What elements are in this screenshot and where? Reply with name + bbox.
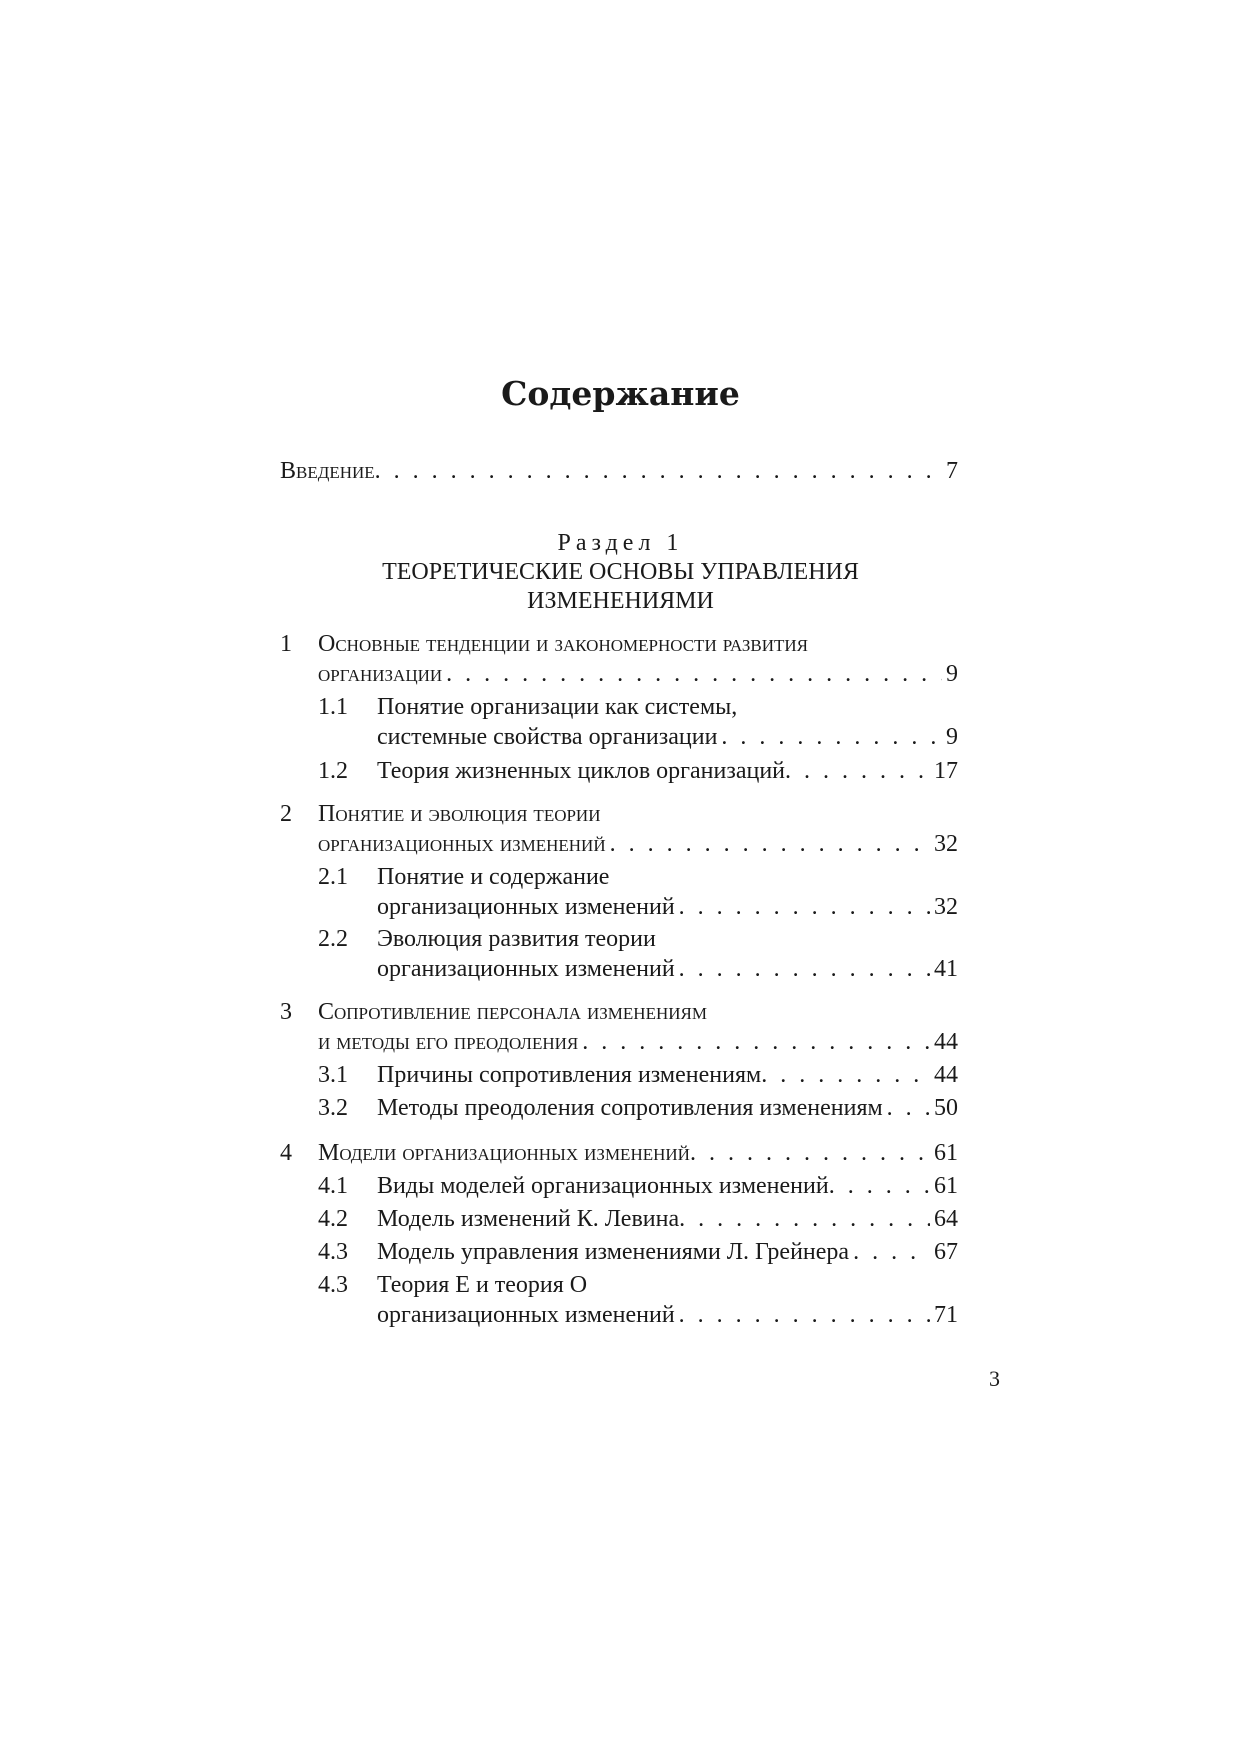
- toc-page-number: 7: [946, 458, 958, 484]
- subsection-title-line: Методы преодоления сопротивления изменениям: [377, 1095, 883, 1121]
- subsection-number: 4.2: [318, 1206, 348, 1232]
- subsection-title-line: Модель изменений К. Левина: [377, 1206, 680, 1232]
- page-number: 3: [989, 1366, 1000, 1391]
- dot-leader: [761, 1060, 930, 1090]
- toc-page-number: 17: [934, 758, 958, 784]
- toc-page-number: 71: [934, 1302, 958, 1328]
- toc-entry-3-2[interactable]: [377, 1093, 958, 1123]
- dot-leader: [887, 1093, 930, 1123]
- dot-leader: [853, 1237, 930, 1267]
- subsection-number: 4.3: [318, 1272, 348, 1298]
- toc-page-number: 67: [934, 1239, 958, 1265]
- chapter-title-line: и методы его преодоления: [318, 1029, 579, 1055]
- toc-page-number: 32: [934, 894, 958, 920]
- subsection-title-line: системные свойства организации: [377, 724, 718, 750]
- dot-leader: [679, 1204, 930, 1234]
- dot-leader: [785, 756, 930, 786]
- chapter-number: 4: [280, 1140, 292, 1166]
- chapter-number: 2: [280, 801, 292, 827]
- dot-leader: [446, 659, 942, 689]
- section-label: Раздел 1: [557, 530, 684, 556]
- toc-page-number: 64: [934, 1206, 958, 1232]
- toc-page-number: 44: [934, 1062, 958, 1088]
- toc-entry-2-2[interactable]: [377, 954, 958, 984]
- subsection-number: 4.3: [318, 1239, 348, 1265]
- subsection-number: 1.2: [318, 758, 348, 784]
- dot-leader: [721, 722, 942, 752]
- chapter-title-line: Сопротивление персонала изменениям: [318, 999, 707, 1025]
- subsection-number: 2.2: [318, 926, 348, 952]
- subsection-title-line: организационных изменений: [377, 956, 675, 982]
- toc-entry-chapter-3[interactable]: [318, 1027, 958, 1057]
- dot-leader: [679, 892, 930, 922]
- subsection-title-line: Причины сопротивления изменениям: [377, 1062, 762, 1088]
- subsection-title-line: Понятие организации как системы,: [377, 694, 738, 720]
- toc-page-number: 44: [934, 1029, 958, 1055]
- subsection-number: 4.1: [318, 1173, 348, 1199]
- subsection-title-line: организационных изменений: [377, 1302, 675, 1328]
- chapter-title-line: Понятие и эволюция теории: [318, 801, 601, 827]
- page-title: Содержание: [501, 374, 740, 413]
- dot-leader: [690, 1138, 930, 1168]
- dot-leader: [610, 829, 930, 859]
- subsection-number: 2.1: [318, 864, 348, 890]
- toc-entry-4-3[interactable]: [377, 1237, 958, 1267]
- toc-entry-2-1[interactable]: [377, 892, 958, 922]
- toc-entry-chapter-1[interactable]: [318, 659, 958, 689]
- subsection-number: 1.1: [318, 694, 348, 720]
- dot-leader: [829, 1171, 930, 1201]
- toc-page-number: 61: [934, 1173, 958, 1199]
- subsection-title-line: Модель управления изменениями Л. Грейнера: [377, 1239, 850, 1265]
- subsection-number: 3.1: [318, 1062, 348, 1088]
- toc-page-number: 50: [934, 1095, 958, 1121]
- subsection-title-line: Эволюция развития теории: [377, 926, 656, 952]
- chapter-title-line: Основные тенденции и закономерности развития: [318, 631, 808, 657]
- dot-leader: [582, 1027, 930, 1057]
- toc-entry-3-1[interactable]: [377, 1060, 958, 1090]
- chapter-number: 1: [280, 631, 292, 657]
- toc-page-number: 9: [946, 724, 958, 750]
- toc-entry-4-3-theory[interactable]: [377, 1300, 958, 1330]
- toc-entry-4-1[interactable]: [377, 1171, 958, 1201]
- subsection-title-line: Теория Е и теория О: [377, 1272, 588, 1298]
- toc-page-number: 9: [946, 661, 958, 687]
- subsection-number: 3.2: [318, 1095, 348, 1121]
- chapter-title-line: Модели организационных изменений: [318, 1140, 690, 1166]
- toc-entry-chapter-4[interactable]: [318, 1138, 958, 1168]
- toc-entry-intro[interactable]: [280, 456, 958, 486]
- toc-page-number: 41: [934, 956, 958, 982]
- toc-entry-chapter-2[interactable]: [318, 829, 958, 859]
- toc-entry-label: Введение: [280, 458, 375, 484]
- subsection-title-line: Понятие и содержание: [377, 864, 610, 890]
- toc-page-number: 61: [934, 1140, 958, 1166]
- toc-page-number: 32: [934, 831, 958, 857]
- chapter-number: 3: [280, 999, 292, 1025]
- dot-leader: [679, 954, 930, 984]
- chapter-title-line: организационных изменений: [318, 831, 606, 857]
- toc-entry-4-2[interactable]: [377, 1204, 958, 1234]
- section-title-line: ИЗМЕНЕНИЯМИ: [527, 588, 714, 614]
- dot-leader: [679, 1300, 930, 1330]
- toc-entry-1-1[interactable]: [377, 722, 958, 752]
- subsection-title-line: Виды моделей организационных изменений: [377, 1173, 829, 1199]
- chapter-title-line: организации: [318, 661, 443, 687]
- section-heading: [0, 529, 1241, 616]
- section-title-line: ТЕОРЕТИЧЕСКИЕ ОСНОВЫ УПРАВЛЕНИЯ: [382, 559, 859, 585]
- subsection-title-line: организационных изменений: [377, 894, 675, 920]
- dot-leader: [375, 456, 942, 486]
- toc-entry-1-2[interactable]: [377, 756, 958, 786]
- subsection-title-line: Теория жизненных циклов организаций: [377, 758, 785, 784]
